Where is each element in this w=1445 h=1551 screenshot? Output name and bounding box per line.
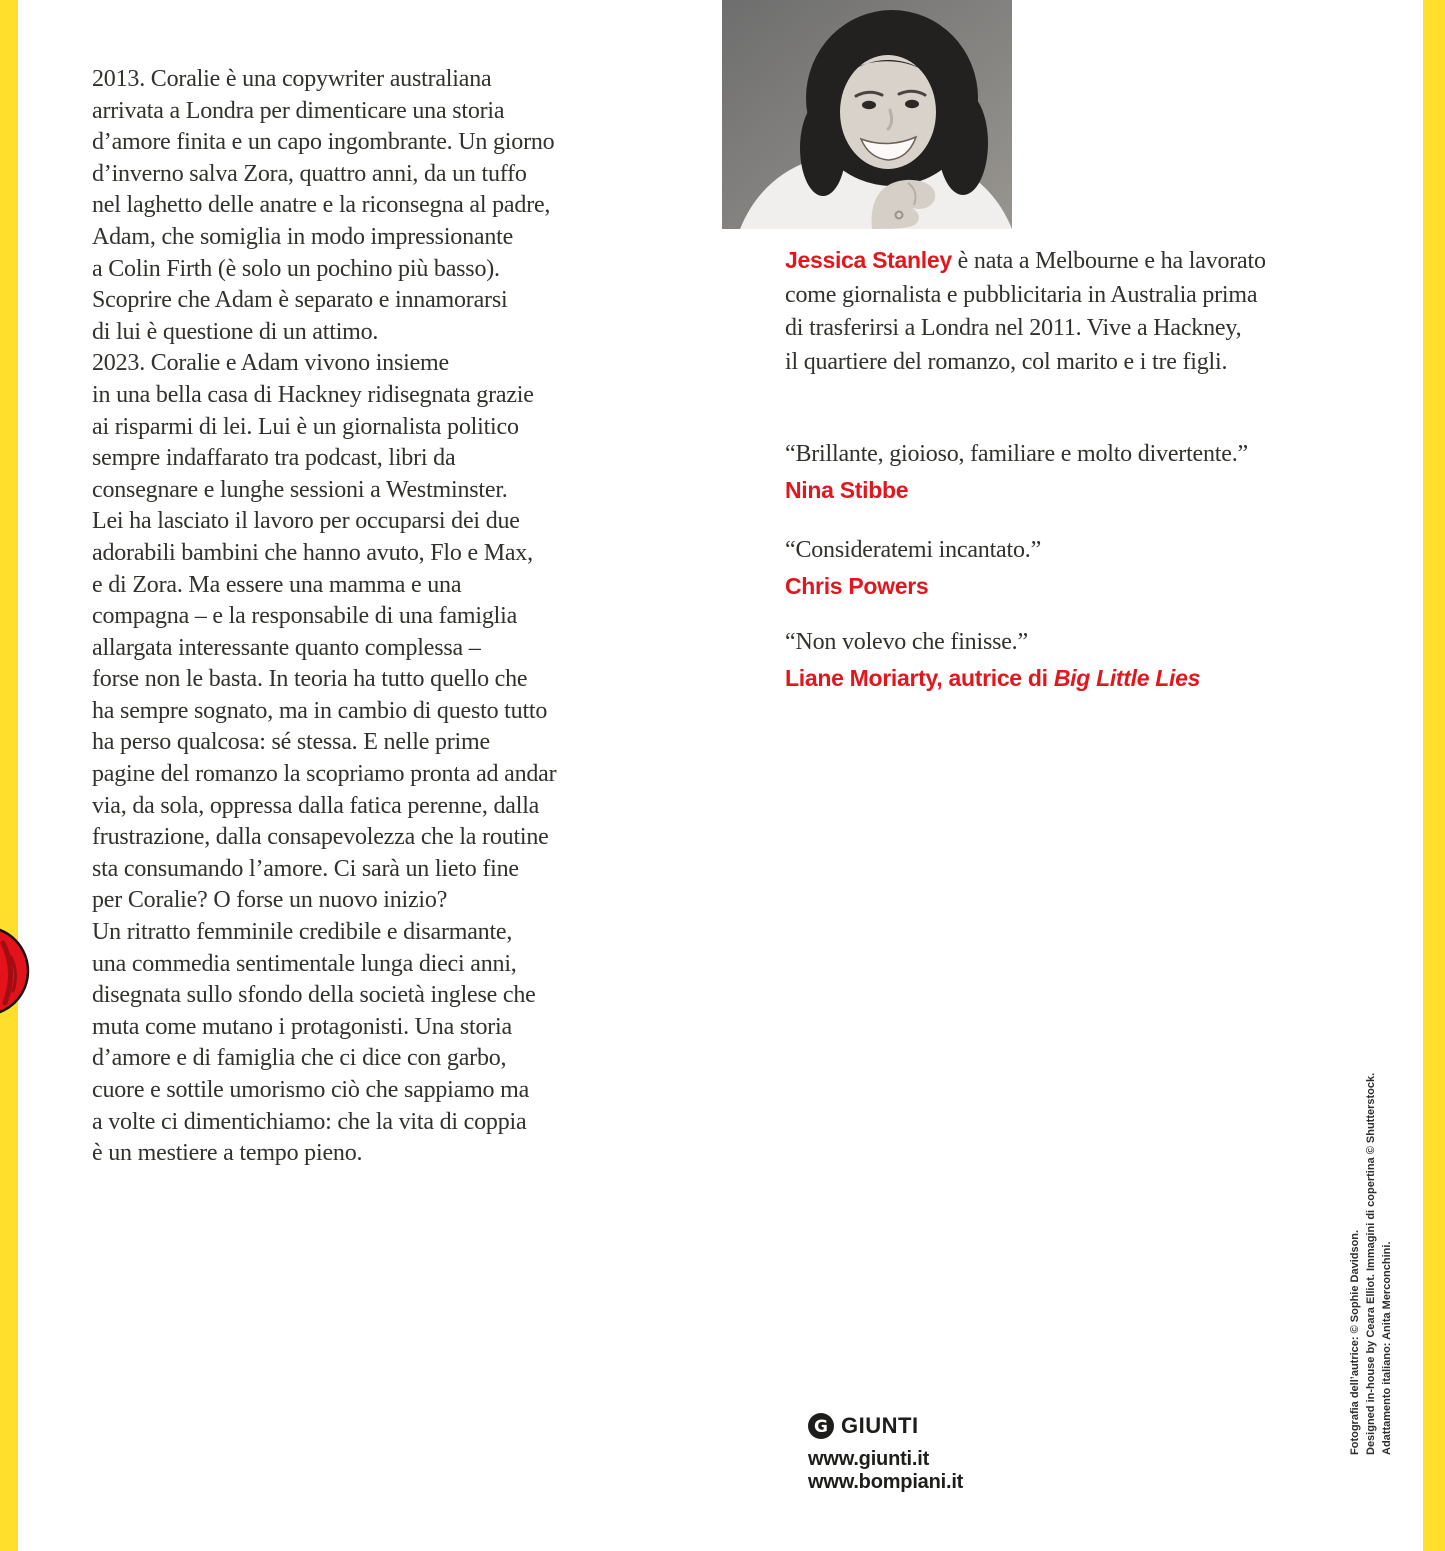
review-quote (785, 438, 1405, 504)
synopsis-line: una commedia sentimentale lunga dieci anni, (92, 950, 517, 977)
quote-text: “Brillante, gioioso, familiare e molto divertente.” (785, 441, 1248, 467)
synopsis-line: 2023. Coralie e Adam vivono insieme (92, 350, 449, 377)
giunti-g-icon (808, 1413, 834, 1439)
synopsis-line: d’amore finita e un capo ingombrante. Un giorno (92, 129, 555, 156)
synopsis-line: cuore e sottile umorismo ciò che sappiamo ma (92, 1077, 530, 1103)
quote-text: “Consideratemi incantato.” (785, 537, 1042, 563)
synopsis-line: d’inverno salva Zora, quattro anni, da un tuffo (92, 160, 527, 187)
synopsis-line: in una bella casa di Hackney ridisegnata grazie (92, 381, 534, 408)
synopsis-line: ha sempre sognato, ma in cambio di questo tutto (92, 697, 548, 724)
bio-line: di trasferirsi a Londra nel 2011. Vive a Hackney, (785, 315, 1242, 341)
right-yellow-strip (1423, 0, 1445, 1551)
synopsis-line: consegnare e lunghe sessioni a Westminster. (92, 476, 508, 503)
red-ball-illustration (0, 923, 30, 1019)
publisher-logo (808, 1413, 963, 1439)
synopsis-line: a Colin Firth (è solo un pochino più basso). (92, 255, 500, 282)
synopsis-line: di lui è questione di un attimo. (92, 318, 379, 345)
synopsis-line: allargata interessante quanto complessa – (92, 634, 481, 661)
synopsis-line: per Coralie? O forse un nuovo inizio? (92, 887, 448, 914)
synopsis-line: Lei ha lasciato il lavoro per occuparsi dei due (92, 508, 520, 535)
author-name: Jessica Stanley (785, 247, 952, 273)
synopsis-line: e di Zora. Ma essere una mamma e una (92, 571, 462, 598)
credit-line: Designed in-house by Ceara Elliot. Immagini di copertina © Shutterstock. (1365, 1072, 1377, 1455)
synopsis-line: sempre indaffarato tra podcast, libri da (92, 445, 456, 472)
author-bio (785, 244, 1385, 379)
synopsis-line: ai risparmi di lei. Lui è un giornalista politico (92, 413, 519, 440)
author-photo (722, 0, 1012, 229)
synopsis-line: Scoprire che Adam è separato e innamorarsi (92, 287, 508, 314)
credit-line: Fotografia dell’autrice: © Sophie Davidson. (1349, 1229, 1361, 1455)
publisher-url: www.bompiani.it (808, 1471, 964, 1493)
synopsis-line: Un ritratto femminile credibile e disarmante, (92, 919, 513, 946)
publisher-urls (808, 1448, 963, 1494)
synopsis-line: a volte ci dimentichiamo: che la vita di coppia (92, 1108, 527, 1135)
synopsis-line: forse non le basta. In teoria ha tutto quello che (92, 666, 528, 693)
synopsis-line: compagna – e la responsabile di una famiglia (92, 603, 518, 630)
svg-text:G: G (814, 1417, 828, 1437)
bio-line: Jessica Stanley è nata a Melbourne e ha lavorato (785, 247, 1266, 274)
bio-line: il quartiere del romanzo, col marito e i tre figli. (785, 348, 1228, 375)
synopsis-line: frustrazione, dalla consapevolezza che la routine (92, 824, 549, 851)
synopsis-line: disegnata sullo sfondo della società inglese che (92, 982, 536, 1009)
publisher-block (808, 1413, 963, 1494)
publisher-name: GIUNTI (841, 1413, 919, 1438)
synopsis-line: ha perso qualcosa: sé stessa. E nelle prime (92, 729, 490, 756)
left-yellow-strip (0, 0, 18, 1551)
synopsis-line: adorabili bambini che hanno avuto, Flo e Max, (92, 539, 533, 566)
quote-text: “Non volevo che finisse.” (785, 629, 1028, 655)
synopsis-line: nel laghetto delle anatre e la riconsegna al padre, (92, 192, 551, 219)
synopsis-line: Adam, che somiglia in modo impressionante (92, 223, 514, 250)
synopsis-line: arrivata a Londra per dimenticare una storia (92, 97, 505, 124)
synopsis-text (92, 64, 682, 1170)
photo-design-credits (1347, 1040, 1395, 1455)
synopsis-line: sta consumando l’amore. Ci sarà un lieto fine (92, 855, 519, 882)
synopsis-line: d’amore e di famiglia che ci dice con garbo, (92, 1045, 507, 1072)
review-quote (785, 534, 1405, 600)
synopsis-line: pagine del romanzo la scopriamo pronta ad andar (92, 761, 557, 788)
review-quote (785, 626, 1405, 692)
quote-attribution: Nina Stibbe (785, 477, 909, 503)
synopsis-line: via, da sola, oppressa dalla fatica perenne, dalla (92, 792, 540, 819)
bio-line: come giornalista e pubblicitaria in Australia prima (785, 281, 1258, 308)
publisher-url: www.giunti.it (808, 1448, 930, 1470)
quote-attribution: Chris Powers (785, 573, 929, 599)
quote-attribution: Liane Moriarty, autrice di Big Little Lies (785, 665, 1201, 691)
synopsis-line: è un mestiere a tempo pieno. (92, 1140, 363, 1167)
synopsis-line: 2013. Coralie è una copywriter australiana (92, 66, 492, 92)
credit-line: Adattamento italiano: Anita Merconchini. (1381, 1241, 1393, 1455)
synopsis-line: muta come mutano i protagonisti. Una storia (92, 1013, 512, 1040)
